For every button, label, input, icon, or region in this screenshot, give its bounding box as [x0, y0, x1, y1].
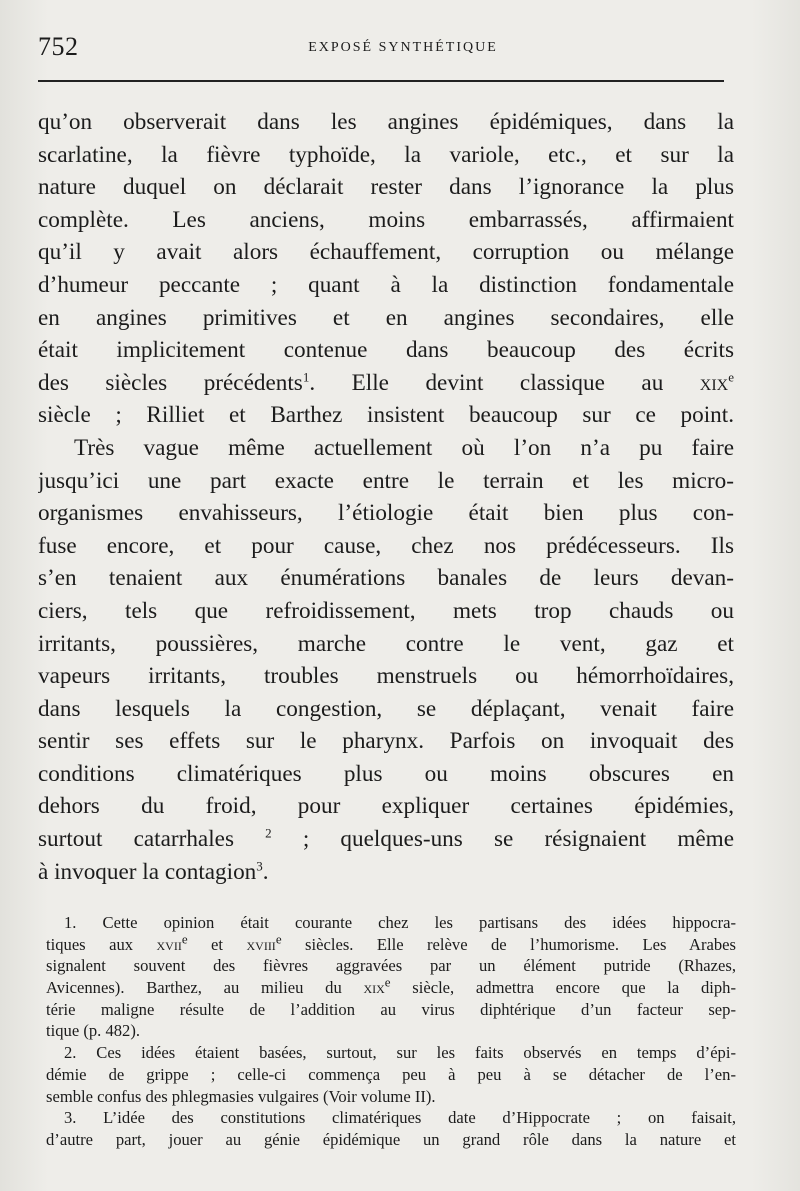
text-fragment: surtout catarrhales [38, 826, 234, 853]
footnote-1-line: 1. Cette opinion était courante chez les partisans des idées hippocra- [64, 913, 736, 932]
page-number: 752 [38, 32, 79, 61]
text-fragment: . [262, 858, 269, 885]
text-line: était implicitement contenue dans beaucoup des écrits [38, 337, 734, 364]
century-numeral: xviii [246, 934, 276, 954]
footnotes [46, 912, 736, 1151]
footnote-3-line: 3. L’idée des constitutions climatériques date d’Hippocrate ; on faisait, [64, 1108, 736, 1128]
century-numeral: xvii [156, 934, 182, 954]
text-line: sentir ses effets sur le pharynx. Parfois on invoquait des [38, 728, 734, 755]
text-fragment: ; quelques-uns se résignaient même [271, 826, 734, 853]
footnote-2-line: 2. Ces idées étaient basées, surtout, sur les faits observés en temps d’épi- [64, 1043, 736, 1063]
text-line: fuse encore, et pour cause, chez nos prédécesseurs. Ils [38, 532, 734, 559]
text-fragment: et [187, 934, 247, 954]
footnote-1-line: signalent souvent des fièvres aggravées par un élément putride (Rhazes, [46, 956, 736, 976]
main-text [38, 106, 734, 888]
footnote-2-line: démie de grippe ; celle-ci commença peu à peu à se détacher de l’en- [46, 1064, 736, 1084]
text-line: jusqu’ici une part exacte entre le terrain et les micro- [38, 467, 734, 494]
text-fragment: tiques aux [46, 934, 157, 954]
text-line: siècle ; Rilliet et Barthez insistent beaucoup sur ce point. [38, 402, 734, 429]
superscript: e [181, 933, 188, 947]
footnote-2-line: semble confus des phlegmasies vulgaires (Voir volume II). [46, 1086, 436, 1106]
text-line: nature duquel on déclarait rester dans l’ignorance la plus [38, 174, 734, 201]
text-line: en angines primitives et en angines secondaires, elle [38, 304, 734, 331]
text-line: scarlatine, la fièvre typhoïde, la variole, etc., et sur la [38, 141, 734, 168]
text-line: organismes envahisseurs, l’étiologie était bien plus con- [38, 500, 734, 527]
century-numeral: xix [699, 369, 729, 396]
text-line: d’humeur peccante ; quant à la distinction fondamentale [38, 271, 734, 298]
text-line [38, 823, 734, 856]
text-line [38, 367, 734, 400]
text-fragment: à invoquer la contagion [38, 858, 257, 885]
superscript: e [384, 977, 391, 990]
text-line: qu’on observerait dans les angines épidémiques, dans la [38, 109, 734, 135]
page-header [38, 32, 728, 62]
footnote-1-line: tique (p. 482). [46, 1021, 141, 1041]
footnote-ref[interactable]: 3 [256, 857, 263, 873]
text-line: dehors du froid, pour expliquer certaines épidémies, [38, 793, 734, 820]
superscript: e [728, 369, 734, 385]
footnote-1-line [46, 934, 736, 956]
text-line: ciers, tels que refroidissement, mets trop chauds ou [38, 597, 734, 624]
text-fragment: des siècles précédents [38, 369, 303, 396]
text-line: complète. Les anciens, moins embarrassés, affirmaient [38, 206, 734, 233]
text-line: s’en tenaient aux énumérations banales de leurs devan- [38, 565, 734, 592]
footnote-1-line: térie maligne résulte de l’addition au virus diphtérique d’un facteur sep- [46, 999, 736, 1019]
footnote-3-line: d’autre part, jouer au génie épidémique un grand rôle dans la nature et [46, 1129, 736, 1149]
running-title: EXPOSÉ SYNTHÉTIQUE [308, 40, 498, 55]
superscript: e [275, 933, 282, 947]
text-line: Très vague même actuellement où l’on n’a pu faire [74, 434, 734, 461]
text-fragment: . Elle devint classique au [309, 369, 700, 396]
footnote-ref[interactable]: 2 [265, 825, 272, 841]
text-line: vapeurs irritants, troubles menstruels ou hémorrhoïdaires, [38, 663, 734, 690]
footnote-1-line [46, 977, 736, 999]
text-line: qu’il y avait alors échauffement, corruption ou mélange [38, 239, 734, 266]
century-numeral: xix [363, 978, 385, 998]
header-rule [38, 80, 724, 82]
footnote-ref[interactable]: 1 [302, 369, 310, 385]
text-line: irritants, poussières, marche contre le vent, gaz et [38, 630, 734, 657]
text-line: conditions climatériques plus ou moins obscures en [38, 760, 734, 787]
text-line [38, 856, 734, 889]
text-fragment: Avicennes). Barthez, au milieu du [46, 978, 364, 998]
text-line: dans lesquels la congestion, se déplaçant, venait faire [38, 695, 734, 722]
text-fragment: siècle, admettra encore que la diph- [390, 978, 736, 998]
text-fragment: siècles. Elle relève de l’humorisme. Les Arabes [281, 934, 736, 954]
